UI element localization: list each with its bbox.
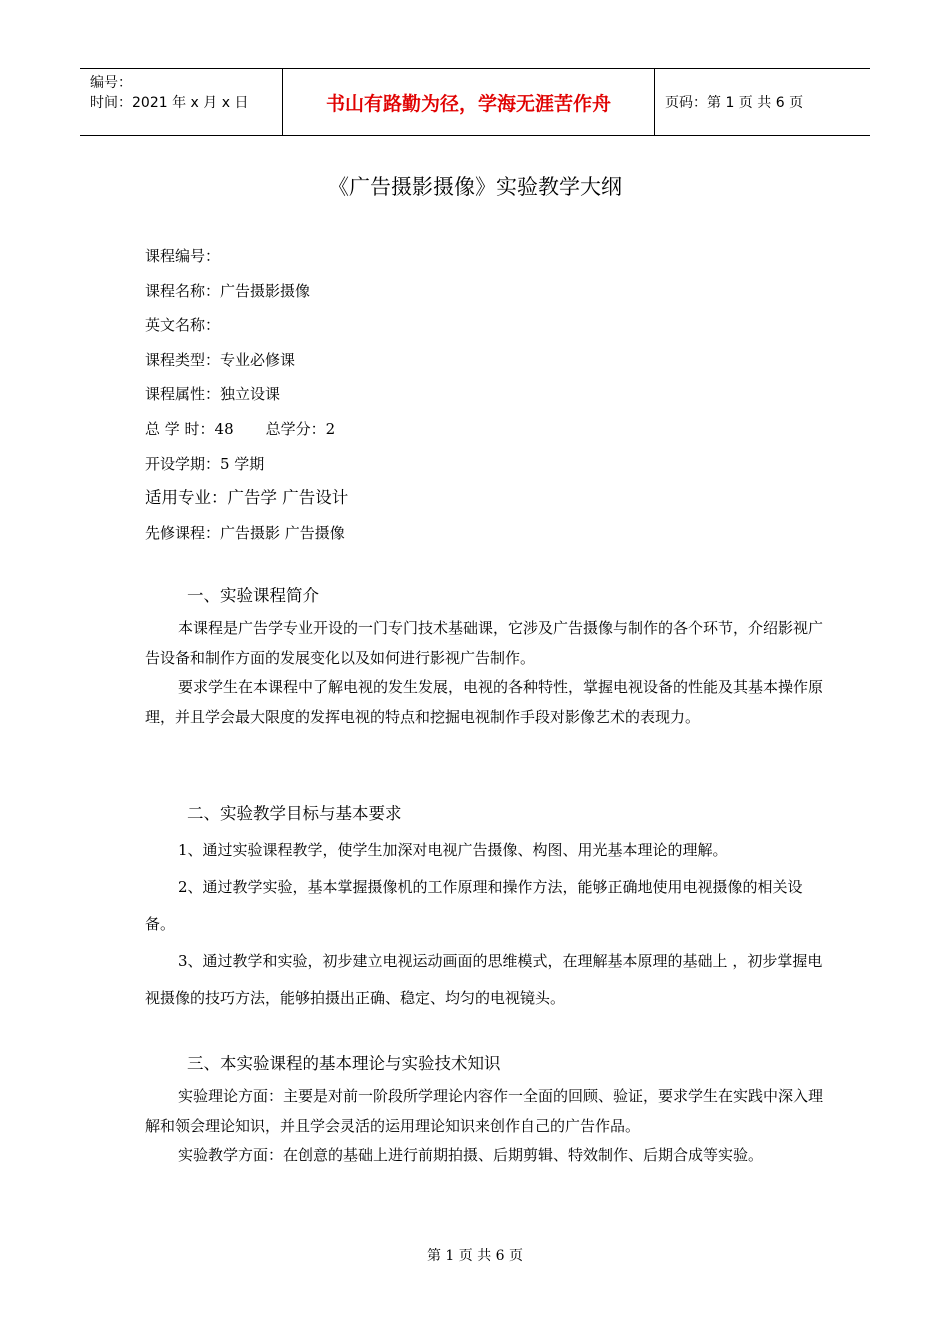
paragraph: 2、通过教学实验，基本掌握摄像机的工作原理和操作方法，能够正确地使用电视摄像的相关设备。 (145, 878, 803, 933)
course-type: 课程类型：专业必修课 (145, 350, 296, 369)
paragraph: 实验教学方面：在创意的基础上进行前期拍摄、后期剪辑、特效制作、后期合成等实验。 (178, 1146, 764, 1164)
paragraph: 要求学生在本课程中了解电视的发生发展，电视的各种特性，掌握电视设备的性能及其基本操作原理，并且学会最大限度的发挥电视的特点和挖掘电视制作手段对影像艺术的表现力。 (145, 678, 824, 726)
date-line: 时间：2021 年 x 月 x 日 (90, 95, 249, 111)
header-motto: 书山有路勤为径，学海无涯苦作舟 (282, 69, 655, 135)
header-left-cell (80, 69, 282, 135)
total-hours: 总 学 时：48 (145, 419, 234, 438)
paragraph: 3、通过教学和实验，初步建立电视运动画面的思维模式，在理解基本原理的基础上 ，初步掌握电视摄像的技巧方法，能够拍摄出正确、稳定、均匀的电视镜头。 (145, 952, 823, 1007)
english-name: 英文名称： (145, 316, 221, 335)
paragraph: 1、通过实验课程教学，使学生加深对电视广告摄像、构图、用光基本理论的理解。 (178, 841, 728, 859)
course-attr: 课程属性：独立设课 (145, 385, 281, 404)
page-footer: 第 1 页 共 6 页 (426, 1248, 524, 1264)
section-theory (145, 1050, 825, 1171)
total-credits: 总学分：2 (265, 419, 336, 438)
code-label: 编号： (90, 75, 132, 91)
majors: 适用专业：广告学 广告设计 (145, 488, 349, 508)
section-objectives (145, 800, 825, 1017)
paragraph: 本课程是广告学专业开设的一门专门技术基础课，它涉及广告摄像与制作的各个环节，介绍影视广告设备和制作方面的发展变化以及如何进行影视广告制作。 (145, 619, 824, 667)
section-heading: 一、实验课程简介 (187, 586, 319, 605)
header-page-info: 页码：第 1 页 共 6 页 (665, 95, 804, 111)
semester: 开设学期：5 学期 (145, 454, 265, 473)
hours-credits-row (145, 417, 348, 452)
paragraph: 实验理论方面：主要是对前一阶段所学理论内容作一全面的回顾、验证，要求学生在实践中深入理解和领会理论知识，并且学会灵活的运用理论知识来创作自己的广告作品。 (145, 1087, 824, 1135)
prerequisites: 先修课程：广告摄影 广告摄像 (145, 523, 345, 542)
page-header (80, 68, 870, 136)
course-name: 课程名称：广告摄影摄像 (145, 281, 311, 300)
document-title: 《广告摄影摄像》实验教学大纲 (328, 175, 622, 199)
section-heading: 二、实验教学目标与基本要求 (187, 804, 402, 823)
course-meta (145, 244, 348, 555)
section-intro (145, 582, 825, 732)
section-heading: 三、本实验课程的基本理论与实验技术知识 (187, 1054, 501, 1073)
course-code: 课程编号： (145, 247, 221, 265)
